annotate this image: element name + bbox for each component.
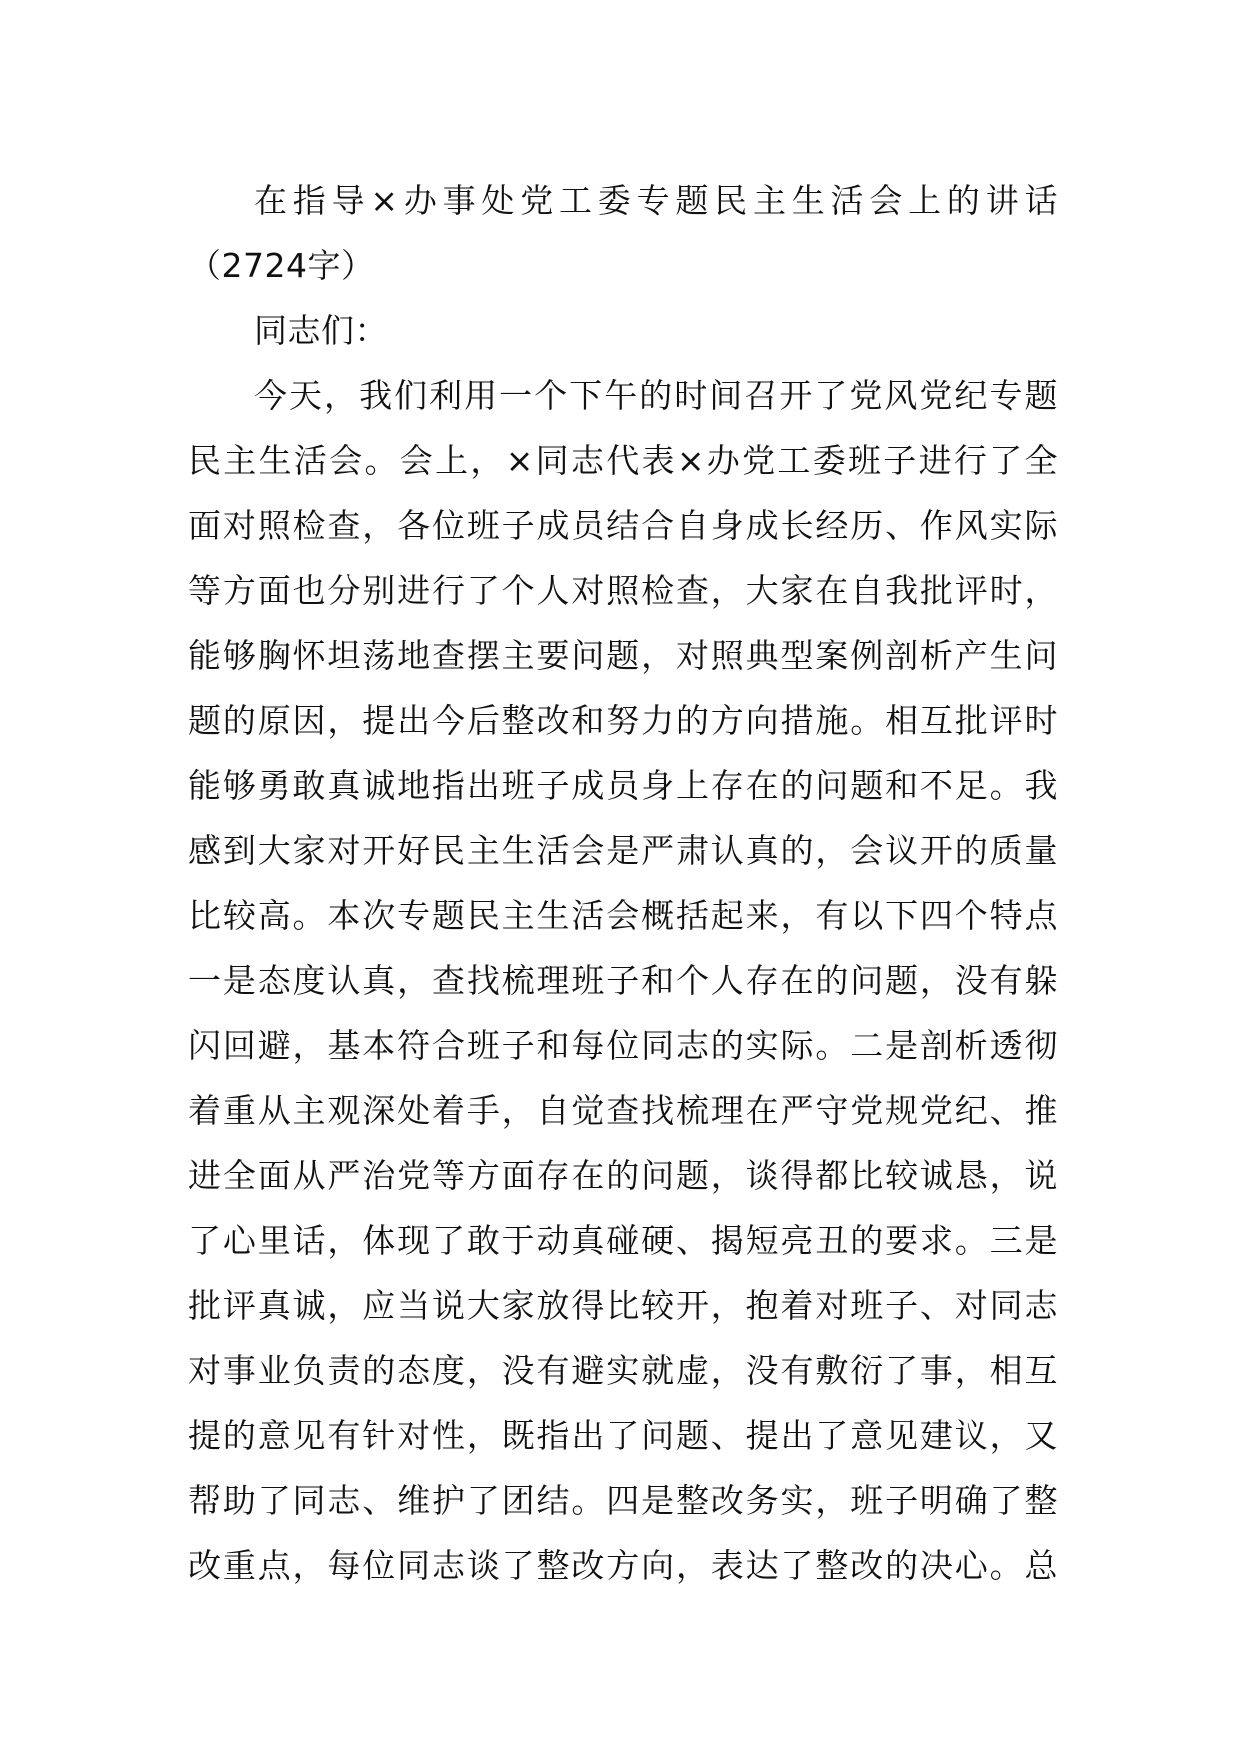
text-line: 感到大家对开好民主生活会是严肃认真的，会议开的质量 xyxy=(188,831,1058,870)
text-line: 一是态度认真，查找梳理班子和个人存在的问题，没有躲 xyxy=(188,961,1058,1000)
text-line: 等方面也分别进行了个人对照检查，大家在自我批评时， xyxy=(188,571,1058,610)
text-line: 帮助了同志、维护了团结。四是整改务实，班子明确了整 xyxy=(188,1481,1058,1520)
text-line: 着重从主观深处着手，自觉查找梳理在严守党规党纪、推 xyxy=(188,1091,1058,1130)
text-line: 提的意见有针对性，既指出了问题、提出了意见建议，又 xyxy=(188,1416,1058,1455)
text-line: 能够勇敢真诚地指出班子成员身上存在的问题和不足。我 xyxy=(188,766,1058,805)
text-line: 对事业负责的态度，没有避实就虚，没有敷衍了事，相互 xyxy=(188,1351,1058,1390)
text-line: 面对照检查，各位班子成员结合自身成长经历、作风实际 xyxy=(188,506,1058,545)
text-line: 能够胸怀坦荡地查摆主要问题，对照典型案例剖析产生问 xyxy=(188,636,1058,675)
text-line: 民主生活会。会上，×同志代表×办党工委班子进行了全 xyxy=(188,441,1058,480)
text-line: 今天，我们利用一个下午的时间召开了党风党纪专题 xyxy=(254,376,1058,415)
text-line: 批评真诚，应当说大家放得比较开，抱着对班子、对同志 xyxy=(188,1286,1058,1325)
text-line: 改重点，每位同志谈了整改方向，表达了整改的决心。总 xyxy=(188,1546,1058,1585)
text-line: 进全面从严治党等方面存在的问题，谈得都比较诚恳，说 xyxy=(188,1156,1058,1195)
text-line: （2724字） xyxy=(188,246,375,285)
text-line: 比较高。本次专题民主生活会概括起来，有以下四个特点 xyxy=(188,896,1058,935)
document-body xyxy=(188,168,1058,1598)
text-line: 题的原因，提出今后整改和努力的方向措施。相互批评时 xyxy=(188,701,1058,740)
document-title-line: 在指导×办事处党工委专题民主生活会上的讲话 xyxy=(254,181,1058,220)
text-line: 了心里话，体现了敢于动真碰硬、揭短亮丑的要求。三是 xyxy=(188,1221,1058,1260)
text-line: 闪回避，基本符合班子和每位同志的实际。二是剖析透彻 xyxy=(188,1026,1058,1065)
text-line: 同志们： xyxy=(254,311,388,350)
